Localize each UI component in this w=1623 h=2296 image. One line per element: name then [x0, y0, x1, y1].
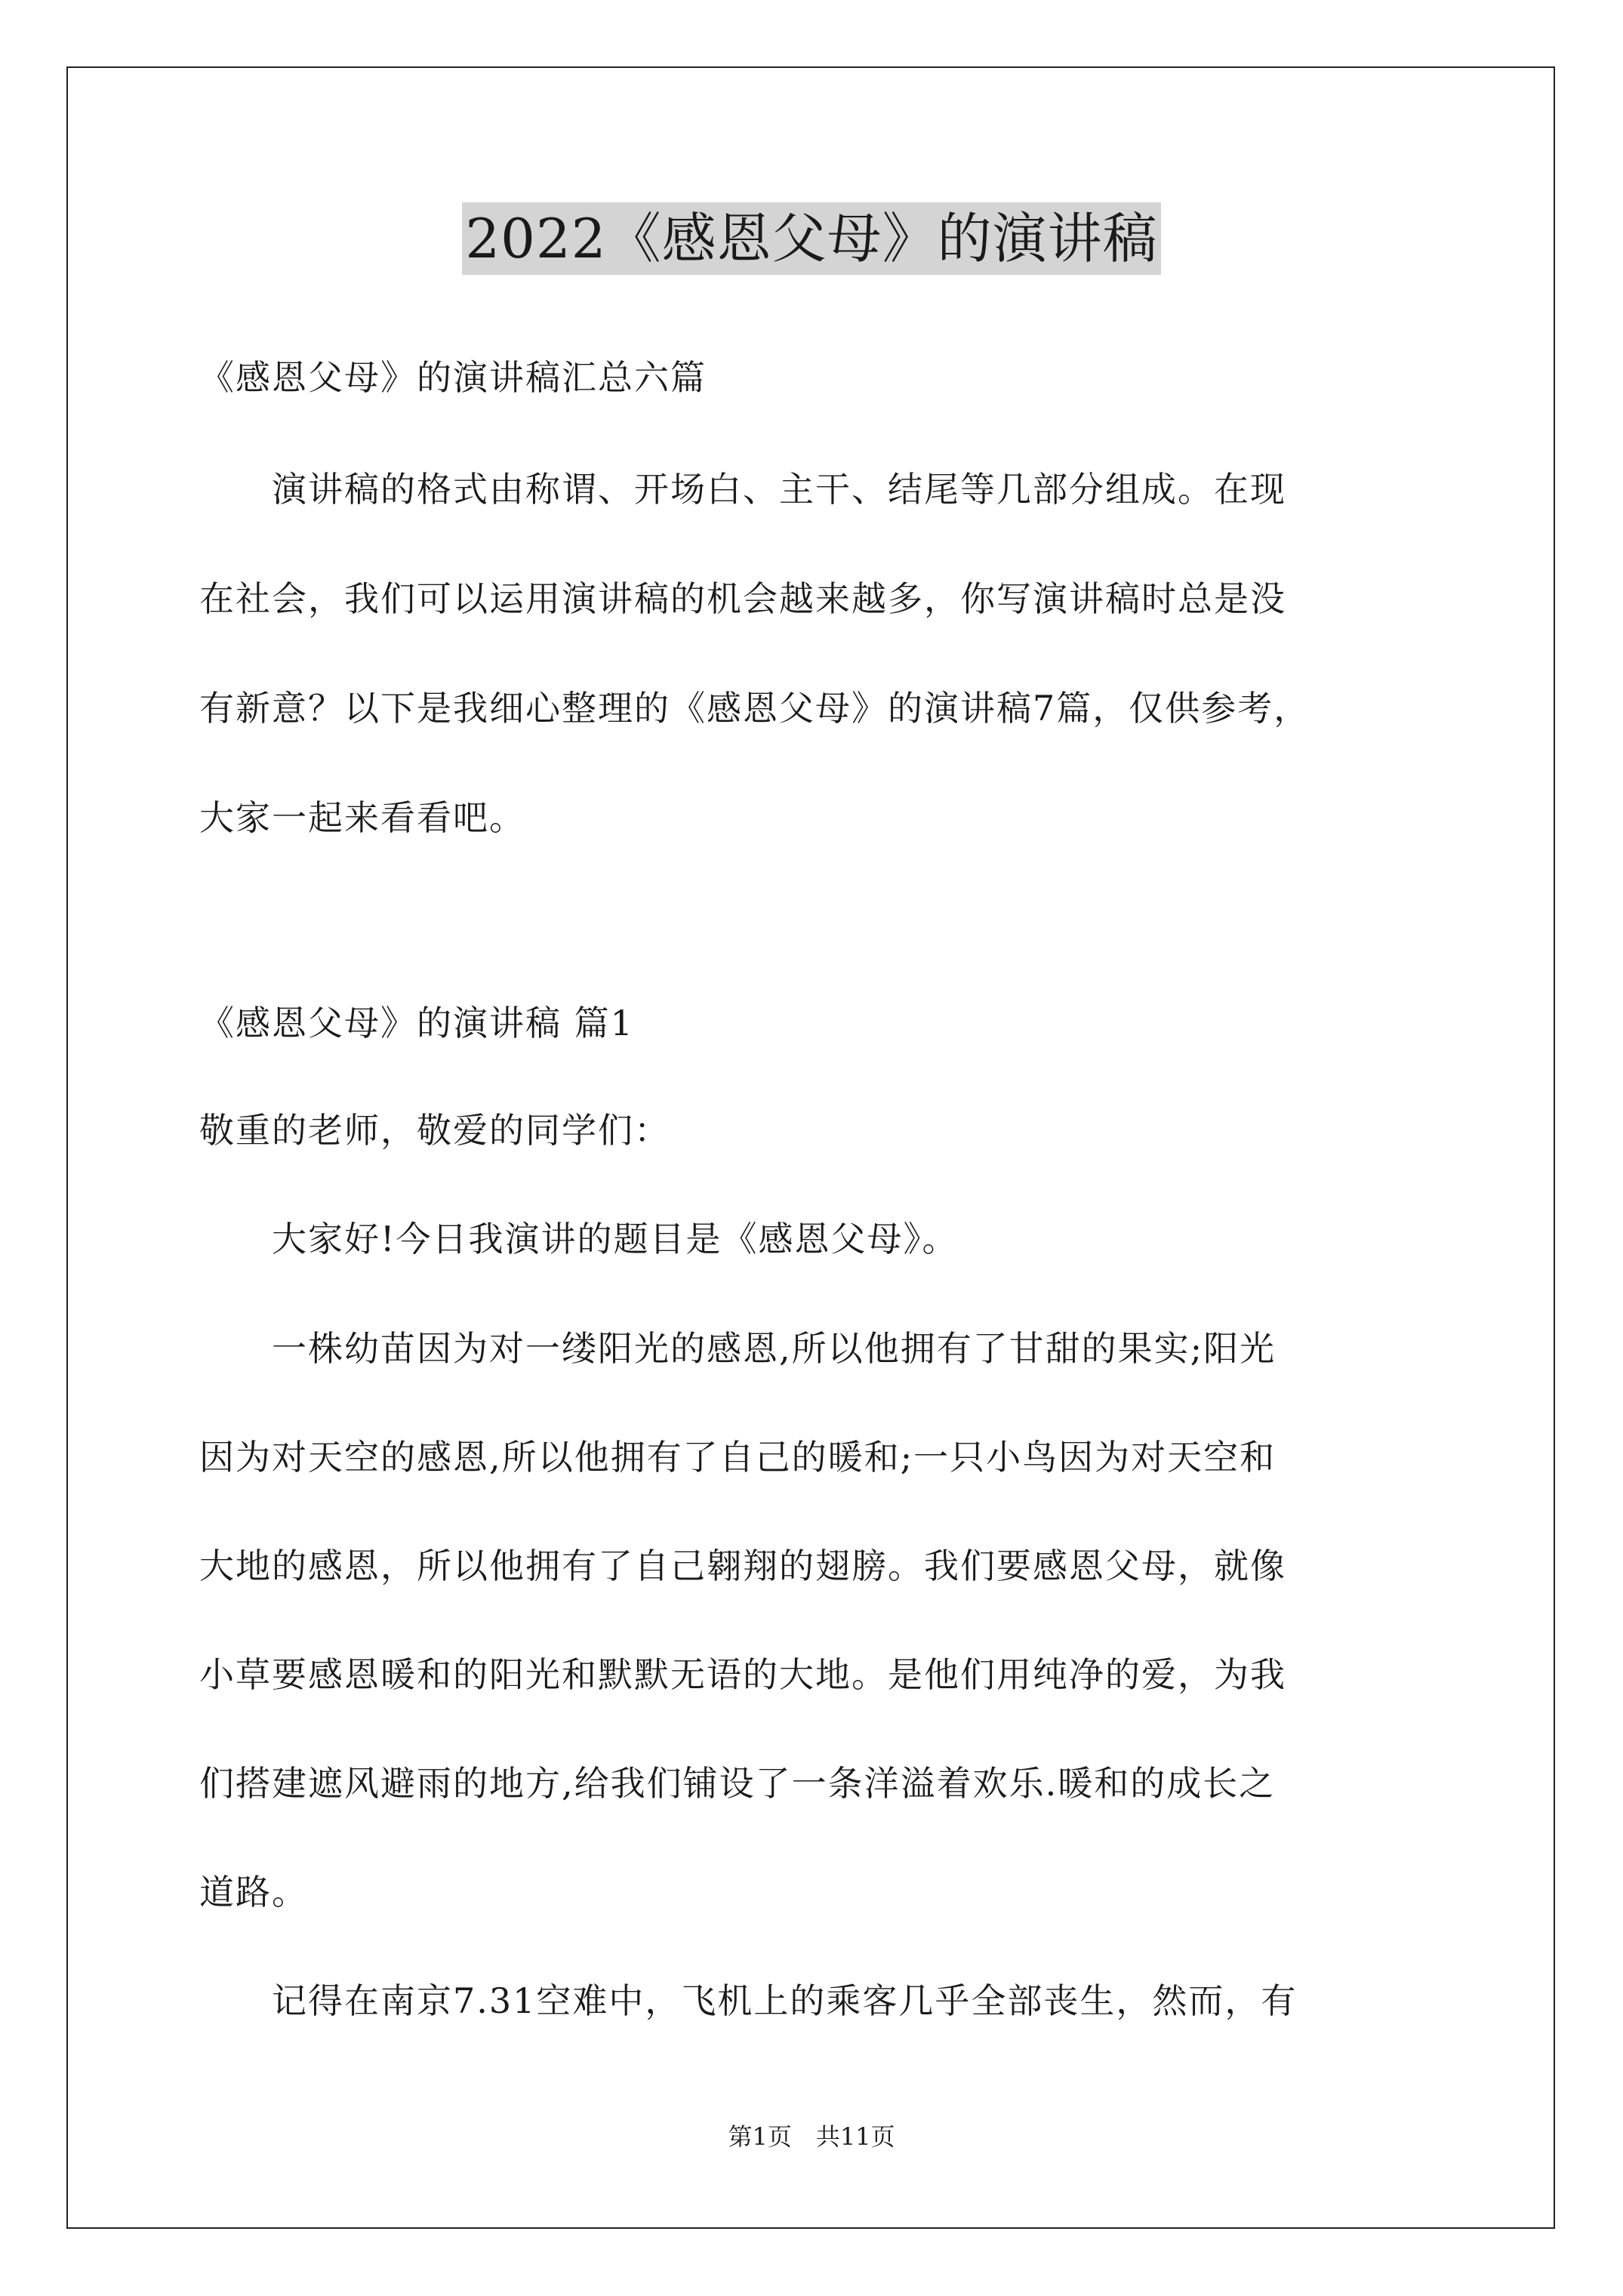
section-heading: 《感恩父母》的演讲稿 篇1	[199, 1003, 634, 1043]
intro-line-1: 演讲稿的格式由称谓、开场白、主干、结尾等几部分组成。在现	[199, 469, 1286, 510]
paragraph1-line-2: 因为对天空的感恩,所以他拥有了自己的暖和;一只小鸟因为对天空和	[199, 1437, 1277, 1478]
page-footer: 第1页 共11页	[728, 2122, 895, 2151]
paragraph1-line-1: 一株幼苗因为对一缕阳光的感恩,所以他拥有了甘甜的果实;阳光	[199, 1328, 1277, 1369]
paragraph2-line-1: 记得在南京7.31空难中，飞机上的乘客几乎全部丧生，然而，有	[199, 1980, 1298, 2021]
intro-line-2: 在社会，我们可以运用演讲稿的机会越来越多，你写演讲稿时总是没	[199, 578, 1286, 619]
subtitle: 《感恩父母》的演讲稿汇总六篇	[199, 357, 707, 398]
intro-line-3: 有新意？以下是我细心整理的《感恩父母》的演讲稿7篇，仅供参考，	[199, 688, 1310, 729]
greeting: 大家好!今日我演讲的题目是《感恩父母》。	[199, 1219, 959, 1259]
intro-line-4: 大家一起来看看吧。	[199, 797, 525, 838]
paragraph1-line-5: 们搭建遮风避雨的地方,给我们铺设了一条洋溢着欢乐.暖和的成长之	[199, 1763, 1276, 1804]
paragraph1-line-3: 大地的感恩，所以他拥有了自己翱翔的翅膀。我们要感恩父母，就像	[199, 1546, 1286, 1586]
paragraph1-line-4: 小草要感恩暖和的阳光和默默无语的大地。是他们用纯净的爱，为我	[199, 1654, 1286, 1695]
title-container	[0, 202, 1623, 275]
page-title: 2022《感恩父母》的演讲稿	[462, 202, 1160, 275]
paragraph1-line-6: 道路。	[199, 1872, 308, 1912]
salutation: 敬重的老师，敬爱的同学们：	[199, 1110, 670, 1151]
